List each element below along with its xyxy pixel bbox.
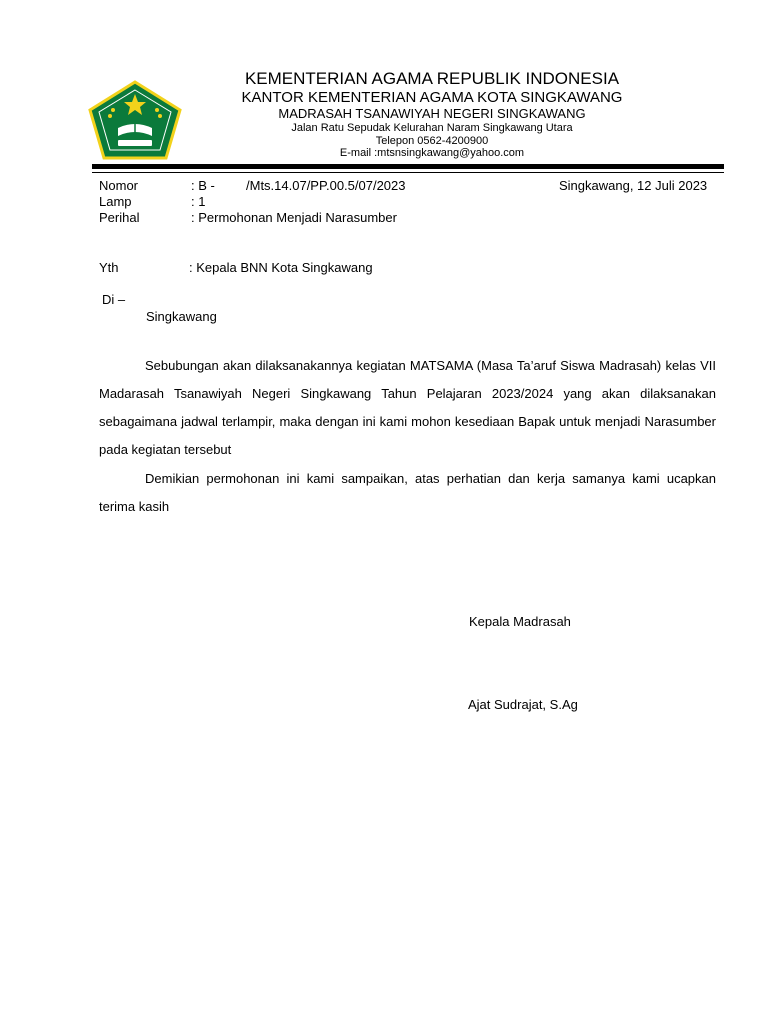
yth-label: Yth [99,260,119,275]
lamp-label: Lamp [99,194,132,209]
office-title: KANTOR KEMENTERIAN AGAMA KOTA SINGKAWANG [241,89,623,106]
nomor-prefix: : B - [191,178,215,193]
signature-title: Kepala Madrasah [469,614,571,629]
nomor-label: Nomor [99,178,139,193]
school-title: MADRASAH TSANAWIYAH NEGERI SINGKAWANG [278,106,586,121]
kemenag-emblem-icon [88,80,182,160]
school-address: Jalan Ratu Sepudak Kelurahan Naram Singkawang Utara [291,122,573,134]
letterhead-divider-thin [92,172,724,173]
lamp-value: : 1 [191,194,206,209]
yth-value: : Kepala BNN Kota Singkawang [189,260,373,275]
school-email: E-mail :mtsnsingkawang@yahoo.com [339,147,525,159]
nomor-value: /Mts.14.07/PP.00.5/07/2023 [246,178,406,193]
perihal-value: : Permohonan Menjadi Narasumber [191,210,397,225]
body-paragraph-2: Demikian permohonan ini kami sampaikan, atas perhatian dan kerja samanya kami ucapkan terima kasih [99,471,716,514]
school-phone: Telepon 0562-4200900 [375,135,489,147]
letterhead-divider-thick [92,164,724,169]
perihal-label: Perihal [99,210,140,225]
recipient-city: Singkawang [146,309,217,324]
body-paragraph-1: Sebubungan akan dilaksanakannya kegiatan MATSAMA (Masa Ta’aruf Siswa Madrasah) kelas VII Madarasah Tsanawiyah Negeri Singkawang Tahun Pelajaran 2023/2024 yang akan dilaksanakan sebagaimana jadwal terlampir, maka dengan ini kami mohon kesediaan Bapak untuk menjadi Narasumber pada kegiatan tersebut [99,358,716,457]
place-date: Singkawang, 12 Juli 2023 [559,178,708,193]
di-label: Di – [102,292,126,307]
signature-name: Ajat Sudrajat, S.Ag [468,697,578,712]
ministry-title: KEMENTERIAN AGAMA REPUBLIK INDONESIA [244,69,620,88]
